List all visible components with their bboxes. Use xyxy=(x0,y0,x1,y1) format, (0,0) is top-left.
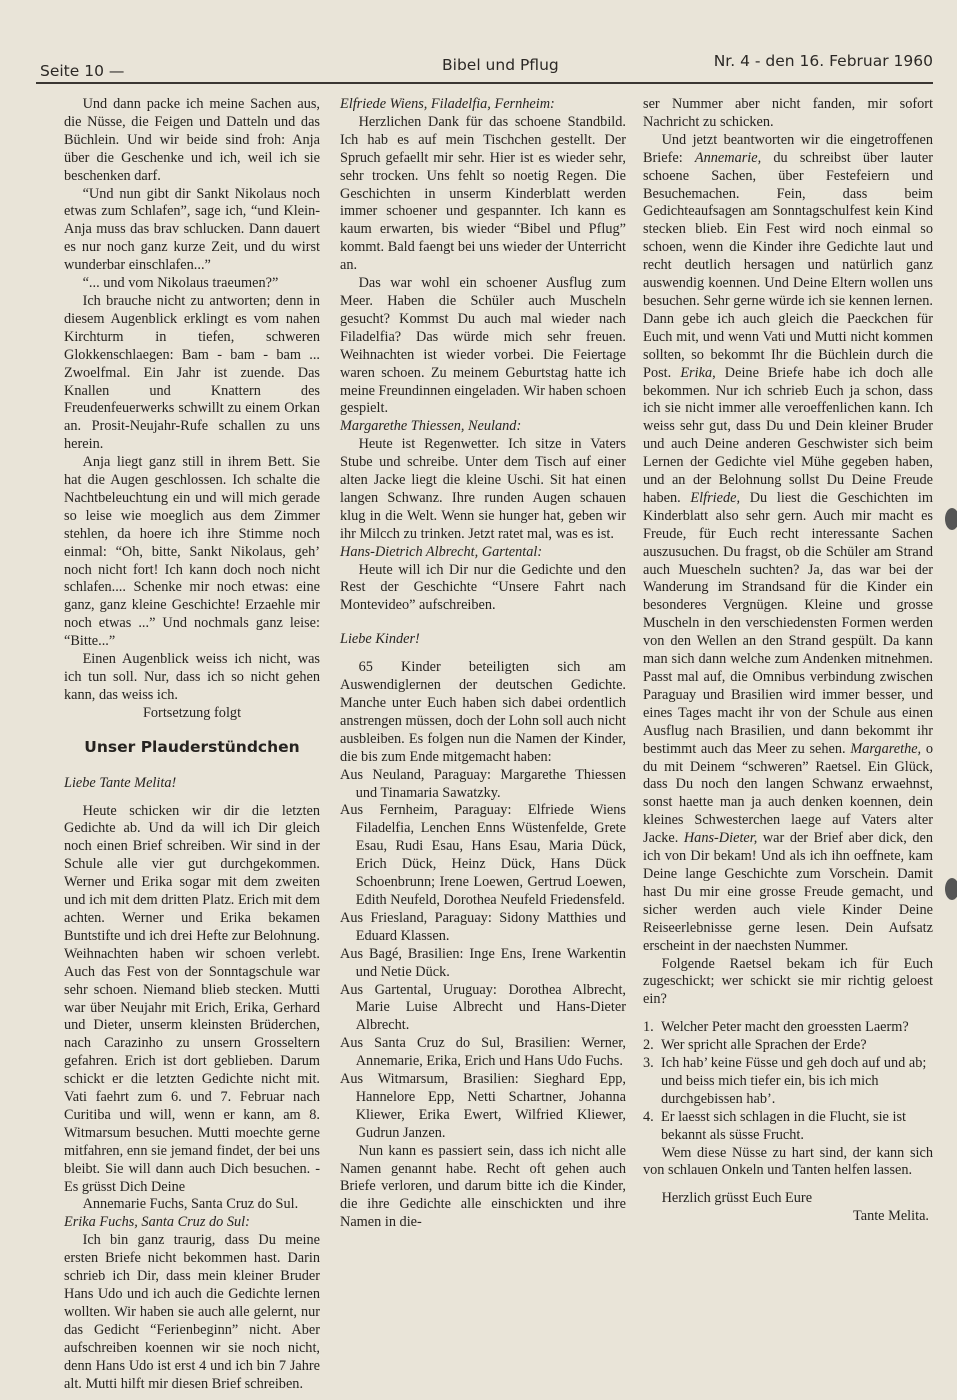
letter-author: Hans-Dietrich Albrecht, Gartental: xyxy=(340,543,543,560)
closing-greeting: Herzlich grüsst Euch Eure xyxy=(661,1190,813,1207)
issue-date: Nr. 4 - den 16. Februar 1960 xyxy=(713,52,933,70)
paragraph: Und dann packe ich meine Sachen aus, die Nüsse, die Feigen und Datteln und das Büchlein. Und wir beide sind froh: Anja über die Geschenke und ich, weil ich sie beschenken darf. xyxy=(64,96,320,184)
paragraph: Wem diese Nüsse zu hart sind, der kann sich von schlauen Onkeln und Tanten helfen lassen. xyxy=(643,1144,933,1179)
paragraph: Heute will ich Dir nur die Gedichte und den Rest der Geschichte “Unsere Fahrt nach Montevideo” aufschreiben. xyxy=(340,561,626,614)
letter-author: Margarethe Thiessen, Neuland: xyxy=(340,418,522,435)
paragraph: “Und nun gibt dir Sankt Nikolaus noch etwas zum Schlafen”, sage ich, “und Klein-Anja muss das brav schlucken. Dann dauert es nur noch ganz kurze Zeit, und du wirst wunderbar einschlafen...” xyxy=(64,185,320,274)
participant-list-item: Aus Witmarsum, Brasilien: Sieghard Epp, Hannelore Epp, Netti Schartner, Johanna Kliewer, Erika Ewert, Wilfried Kliewer, Gudrun Janzen. xyxy=(340,1071,626,1141)
paragraph: Folgende Raetsel bekam ich für Euch zugeschickt; wer schickt sie mir richtig geloest ein? xyxy=(643,955,933,1008)
paragraph: “... und vom Nikolaus traeumen?” xyxy=(82,275,279,292)
paragraph: 65 Kinder beteiligten sich am Auswendiglernen der deutschen Gedichte. Manche unter Euch haben sich dabei ordentlich anstrengen müssen, doch der Lohn soll auch nicht ausbleiben. Es folgen nun die Namen der Kinder, die bis zum Ende mitgemacht haben: xyxy=(340,659,626,765)
column-2 xyxy=(340,96,626,1232)
riddle-item: 3. Ich hab’ keine Füsse und geh doch auf und ab; und beiss mich tiefer ein, bis ich mich durchgebissen hab’. xyxy=(643,1055,927,1107)
continuation-note: Fortsetzung folgt xyxy=(142,704,242,721)
riddle-list xyxy=(643,1019,933,1144)
addressee-name: Annemarie, xyxy=(694,149,762,166)
header-rule xyxy=(36,82,933,84)
paragraph: ser Nummer aber nicht fanden, mir sofort Nachricht zu schicken. xyxy=(643,96,933,130)
riddle-item: 4. Er laesst sich schlagen in die Flucht, sie ist bekannt als süsse Frucht. xyxy=(643,1108,906,1143)
paragraph: Und jetzt beantworten wir die eingetroffenen Briefe: Annemarie, du schreibst über lauter schoene Sachen, über Festefeiern und Besuchemachen. Fein, dass beim Gedichteaufsagen am Sonntagschulfest kein Kind stecken blieb. Ein Fest wird noch einmal so schoen, wenn die Kinder ihre Gedichte laut und recht deutlich hersagen und natürlich ganz auswendig koennen. Und Deine Eltern wollen uns besuchen. Sehr gerne würde ich sie kennen lernen. Dann gebe ich auch gleich die Paeckchen für Euch mit, und wenn Vati und Mutti nicht kommen sollten, so bekommt Ihr die Büchlein durch die Post. Erika, Deine Briefe habe ich doch alle bekommen. Nur ich schrieb Euch ja schon, dass ich sie nicht immer alle veroeffenlichen kann. Ich weiss sehr gut, dass Du und Dein kleiner Bruder und auch Deine anderen Geschwister sich beim Lernen der Gedichte viel Mühe gegeben haben, und an der Belohnung sollst Du Deine Freude haben. Elfriede, Du liest die Geschichten im Kinderblatt also sehr gern. Auch mir macht es Freude, für Euch recht interessante Sachen auszusuchen. Du fragst, ob die Schüler am Strand auch Muescheln suchten? Ja, das war bei der Wanderung im Strandsand für die Kinder ein besonderes Vergnügen. Kleine und grosse Muscheln in den verschiedensten Formen werden von den Wellen an den Strand gespült. Da kann man sich dann welche zum Andenken mitnehmen. Passt mal auf, die Omnibus verbindung zwischen Paraguay und Brasilien wird immer besser, und eines Tages macht ihr von der Schule aus einen Ausflug nach Brasilien, und dann bekommt ihr bestimmt auch das Meer zu sehen. Margarethe, o du mit Deinem “schweren” Raetsel. Ein Glück, dass Du noch den langen Schwanz erwaehnst, sonst haette man ja auch denken koennen, dein kleines Schwesterchen laege auf Vaters alter Jacke. Hans-Dieter, war der Brief aber dick, den ich von Dir bekam! Und als ich ihn oeffnete, kam Deine lange Geschichte zum Vorschein. Damit hast Du mir eine grosse Freude gemacht, und sicher werden auch viele Kinder Deine Reiseerlebnisse gerne lesen. Dein Aufsatz erscheint in der naechsten Nummer. xyxy=(643,131,934,954)
paragraph: Heute schicken wir dir die letzten Gedichte ab. Und da will ich Dir gleich noch einen Brief schreiben. Wir sind in der Schule alle vier gut durchgekommen. Werner und Erika sogar mit dem zweiten und ich mit dem dritten Platz. Erich mit dem achten. Werner und Erika bekamen Buntstifte und ich drei Hefte zur Belohnung. Weihnachten haben wir schoen verlebt. Auch das Fest von der Sonntagschule war sehr schoen. Niemand blieb stecken. Mutti war über Neujahr mit Erich, Erika, Gerhard und Dieter, unserm kleinsten Brüderchen, nach Carazinho zu unsern Grosseltern gefahren. Erich ist dort geblieben. Darum schickt er die letzten Gedichte nicht mit. Vati faehrt zum 6. und 7. Februar nach Curitiba und will, wenn er kann, am 8. Witmarsum besuchen. Mutti moechte gerne mitfahren, enn sie jemand findet, der bei uns bleibt. Sie will dann auch Dich besuchen. - Es grüsst Dich Deine xyxy=(64,802,320,1195)
participant-list-item: Aus Friesland, Paraguay: Sidony Matthies und Eduard Klassen. xyxy=(340,909,626,944)
paragraph: Ich brauche nicht zu antworten; denn in diesem Augenblick erklingt es vom nahen Kirchturm in tiefen, schweren Glokkenschlaegen: Bam - bam - bam ... Zwoelfmal. Ein Jahr ist zuende. Das Knallen und Knattern des Freudenfeuerwerks schwillt zu einem Orkan an. Prosit-Neujahr-Rufe schallen zu uns herein. xyxy=(64,292,320,453)
participant-list-item: Aus Bagé, Brasilien: Inge Ens, Irene Warkentin und Netie Dück. xyxy=(340,945,626,980)
binding-hole xyxy=(945,878,957,900)
column-1 xyxy=(64,96,320,1393)
page-number: Seite 10 — xyxy=(40,62,125,80)
addressee-name: Margarethe, xyxy=(850,740,922,757)
paragraph: Ich bin ganz traurig, dass Du meine ersten Briefe nicht bekommen hast. Darin schrieb ich Dir, dass mein kleiner Bruder Hans Udo und ich auch die Gedichte lernen wollten. Wir haben sie auch alle gelernt, nur das Gedicht “Ferienbeginn” nicht. Aber aufschreiben koennen wir sie noch nicht, denn Hans Udo ist erst 4 und ich bin 7 Jahre alt. Mutti hilft mir diesen Brief schreiben. xyxy=(64,1232,320,1392)
riddle-item: 1. Welcher Peter macht den groessten Laerm? xyxy=(643,1019,909,1036)
letter-salutation: Liebe Tante Melita! xyxy=(64,774,177,791)
participant-list-item: Aus Santa Cruz do Sul, Brasilien: Werner, Annemarie, Erika, Erich und Hans Udo Fuchs. xyxy=(340,1035,626,1070)
paragraph: Einen Augenblick weiss ich nicht, was ich tun soll. Nur, dass ich so nicht gehen kann, das weiss ich. xyxy=(64,651,320,703)
participant-list-item: Aus Gartental, Uruguay: Dorothea Albrecht, Marie Luise Albrecht und Hans-Dieter Albrecht. xyxy=(340,981,626,1034)
section-heading: Unser Plauderstündchen xyxy=(84,737,300,756)
addressee-name: Hans-Dieter, xyxy=(683,830,758,847)
letter-signature: Annemarie Fuchs, Santa Cruz do Sul. xyxy=(82,1196,299,1213)
addressee-name: Erika, xyxy=(680,364,716,381)
paragraph: Das war wohl ein schoener Ausflug zum Meer. Haben die Schüler auch Muscheln gesucht? Kommst Du auch mal wieder nach Filadelfia? Das würde mich sehr freuen. Weihnachten ist wieder vorbei. Die Feiertage waren schoen. Zu meinem Geburtstag hatte ich meine Freundinnen eingeladen. Wir haben schoen gespielt. xyxy=(340,275,626,417)
paragraph: Heute ist Regenwetter. Ich sitze in Vaters Stube und schreibe. Unter dem Tisch auf einer alten Jacke liegt die kleine Uschi. Sit hat einen langen Schwanz. Ihre runden Augen schauen klug in die Welt. Wenn sie hunger hat, geben wir ihr Milcch zu trinken. Jetzt ratet mal, was es ist. xyxy=(340,436,626,542)
closing-signature: Tante Melita. xyxy=(852,1208,929,1225)
column-3 xyxy=(643,96,933,1226)
addressee-name: Elfriede, xyxy=(690,489,741,506)
participant-list-item: Aus Fernheim, Paraguay: Elfriede Wiens Filadelfia, Lenchen Enns Wüstenfelde, Grete Esau, Rudi Esau, Hans Esau, Maria Dück, Erich Dück, Heinz Dück, Hans Dück Schoenbrunn; Irene Loewen, Gertrud Loewen, Edith Neufeld, Dorothea Neufeld Friedensfeld. xyxy=(340,802,626,908)
participant-list-item: Aus Neuland, Paraguay: Margarethe Thiessen und Tinamaria Sawatzky. xyxy=(340,766,626,801)
letter-author: Erika Fuchs, Santa Cruz do Sul: xyxy=(64,1214,250,1231)
paragraph: Nun kann es passiert sein, dass ich nicht alle Namen genannt habe. Recht oft gehen auch Briefe verloren, und darum bitte ich die Kinder, die ihre Gedichte alle einschickten und ihre Namen in die- xyxy=(340,1142,626,1231)
page-header xyxy=(40,52,933,82)
paragraph: Anja liegt ganz still in ihrem Bett. Sie hat die Augen geschlossen. Ich schalte die Nachtbeleuchtung ein und will mich gerade so leise wie moeglich aus dem Zimmer stehlen, da hoere ich ihre Stimme noch einmal: “Oh, bitte, Sankt Nikolaus, geh’ noch nicht fort! Ich kann doch noch nicht schlafen.... Schenke mir noch etwas: eine ganz, ganz kleine Geschichte! Erzaehle mir noch etwas ...” Und nochmals ganz leise: “Bitte...” xyxy=(64,454,320,650)
reply-salutation: Liebe Kinder! xyxy=(340,631,420,648)
letter-author: Elfriede Wiens, Filadelfia, Fernheim: xyxy=(340,96,555,112)
riddle-item: 2. Wer spricht alle Sprachen der Erde? xyxy=(643,1037,867,1054)
binding-hole xyxy=(945,508,957,530)
paragraph: Herzlichen Dank für das schoene Standbild. Ich hab es auf mein Tischchen gestellt. Der Spruch gefaellt mir sehr. Hier ist es wieder sehr, sehr trocken. Uns fehlt so noetig Regen. Die Geschichten in unserm Kinderblatt werden immer schoener und gespannter. Ich kann es kaum erwarten, bis wieder “Bibel und Pflug” kommt. Bald faengt bei uns wieder der Unterricht an. xyxy=(340,113,626,274)
publication-title: Bibel und Pflug xyxy=(442,56,559,74)
